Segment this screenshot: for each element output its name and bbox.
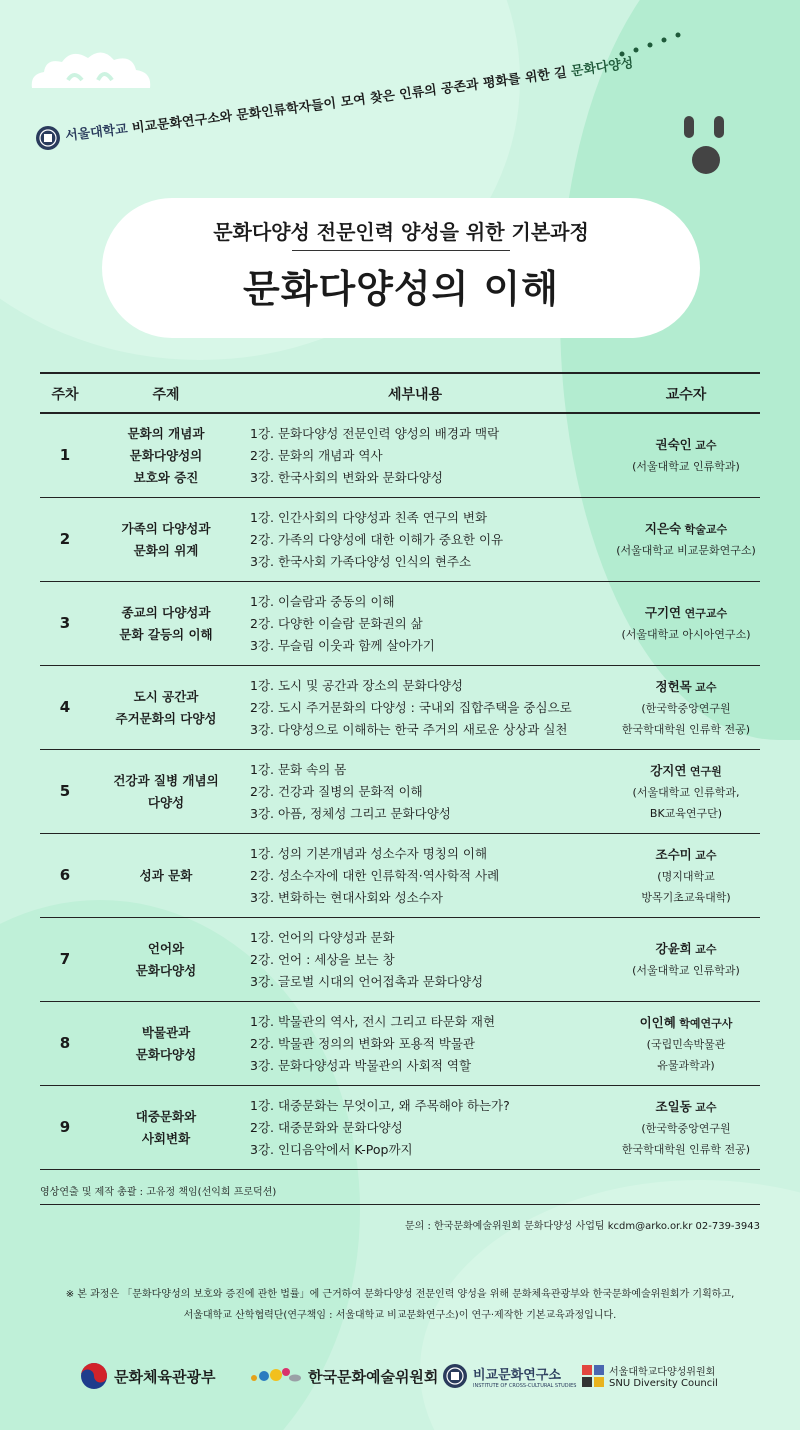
lecture-item: 2강. 도시 주거문화의 다양성 : 국내외 집합주택을 중심으로: [250, 700, 572, 715]
header-topic: 주제: [152, 387, 180, 403]
lecture-item: 2강. 건강과 질병의 문화적 이해: [250, 784, 423, 799]
lecture-list: [250, 1011, 620, 1077]
lecture-list: [250, 927, 620, 993]
table-row: [40, 750, 760, 834]
lecture-item: 2강. 박물관 정의의 변화와 포용적 박물관: [250, 1036, 475, 1051]
topic-line: 다양성: [147, 794, 185, 810]
topic-line: 문화의 개념과: [127, 425, 205, 441]
lecture-item: 1강. 인간사회의 다양성과 친족 연구의 변화: [250, 510, 488, 525]
title-card: [102, 198, 700, 338]
topic-line: 문화의 위계: [133, 542, 199, 558]
lecture-list: [250, 423, 620, 489]
instructor-affiliation: 한국학대학원 인류학 전공): [621, 722, 751, 736]
topic-line: 사회변화: [141, 1130, 191, 1146]
note-line: 서울대학교 산학협력단(연구책임 : 서울대학교 비교문화연구소)이 연구·제작한 기본교육과정입니다.: [183, 1310, 617, 1321]
instructor-affiliation: (국립민속박물관: [646, 1037, 726, 1051]
week-number: 2: [59, 530, 71, 548]
instructor-name: 정헌목: [655, 678, 692, 694]
icc-subname: INSTITUTE OF CROSS-CULTURAL STUDIES: [473, 1382, 577, 1389]
instructor-name: 지은숙: [644, 521, 682, 536]
topic: [90, 666, 242, 749]
snu-dc-en-name: SNU Diversity Council: [609, 1378, 718, 1389]
arko-name: 한국문화예술위원회: [308, 1367, 439, 1386]
lecture-item: 3강. 한국사회 가족다양성 인식의 현주소: [250, 554, 472, 569]
instructor-affiliation: (한국학중앙연구원: [641, 701, 731, 715]
lecture-list: [250, 759, 620, 825]
topic-line: 문화 갈등의 이해: [119, 626, 213, 642]
instructor-name: 강지연: [650, 762, 687, 778]
instructor-heading: [610, 1012, 762, 1034]
topic-line: 문화다양성: [135, 1046, 197, 1062]
instructor-title: 교수: [695, 943, 717, 956]
lecture-item: 3강. 문화다양성과 박물관의 사회적 역할: [250, 1058, 472, 1073]
instructor-heading: [610, 434, 762, 456]
instructor-affiliation: (서울대학교 아시아연구소): [621, 628, 751, 641]
page-title: 문화다양성의 이해: [243, 267, 559, 311]
instructor: [610, 1086, 762, 1169]
instructor-title: 교수: [695, 848, 717, 862]
topic-line: 언어와: [147, 940, 185, 956]
instructor-name: 구기연: [644, 605, 682, 620]
instructor-name: 이인혜: [639, 1014, 676, 1030]
instructor-name: 권숙인: [655, 437, 692, 452]
lecture-item: 3강. 글로벌 시대의 언어접촉과 문화다양성: [250, 974, 484, 989]
topic-line: 가족의 다양성과: [121, 520, 211, 536]
instructor-title: 연구원: [689, 764, 722, 778]
logo-bar: [80, 1356, 740, 1396]
face-icon: [684, 116, 728, 176]
instructor: [610, 750, 762, 833]
svg-text:서울대학교 비교문화연구: [65, 55, 635, 144]
topic: [90, 1086, 242, 1169]
contact-info: 문의 : 한국문화예술위원회 문화다양성 사업팀 kcdm@arko.or.kr 02-739-3943: [404, 1221, 760, 1232]
table-row: [40, 414, 760, 498]
instructor: [610, 498, 762, 581]
curriculum-table: [40, 372, 760, 1170]
snu-emblem-icon: [36, 126, 60, 150]
instructor-name: 조수미: [655, 846, 692, 862]
arko-logo: [248, 1356, 438, 1396]
table-row: [40, 834, 760, 918]
instructor-name: 강윤희: [655, 941, 692, 956]
instructor-name: 조일동: [655, 1098, 692, 1114]
header-instructor: 교수자: [665, 387, 707, 403]
lecture-list: [250, 591, 620, 657]
credits: 영상연출 및 제작 총괄 : 고유정 책임(선익희 프로덕션): [40, 1187, 277, 1198]
lecture-item: 1강. 도시 및 공간과 장소의 문화다양성: [250, 678, 463, 693]
instructor-title: 교수: [695, 439, 717, 452]
topic-line: 박물관과: [141, 1024, 191, 1040]
header-week: 주차: [51, 387, 79, 403]
instructor-title: 학예연구사: [679, 1016, 733, 1030]
taeguk-icon: [80, 1362, 108, 1390]
instructor-heading: [610, 518, 762, 540]
instructor-affiliation: (한국학중앙연구원: [641, 1121, 731, 1135]
note-line: ※ 본 과정은 「문화다양성의 보호와 증진에 관한 법률」에 근거하여 문화다양성 전문인력 양성을 위해 문화체육관광부와 한국문화예술위원회가 기획하고,: [65, 1289, 735, 1300]
table-header: [40, 372, 760, 414]
topic-line: 대중문화와: [135, 1108, 197, 1124]
week-number: 5: [59, 782, 71, 800]
instructor-heading: [610, 602, 762, 624]
lecture-item: 3강. 무슬림 이웃과 함께 살아가기: [250, 638, 435, 653]
week-number: 6: [59, 866, 71, 884]
instructor-affiliation: 한국학대학원 인류학 전공): [621, 1142, 751, 1156]
lecture-list: [250, 1095, 620, 1161]
topic: [90, 750, 242, 833]
table-row: [40, 498, 760, 582]
tagline-emphasis: 문화다양성: [570, 55, 635, 80]
mcst-logo: [80, 1356, 215, 1396]
instructor-affiliation: BK교육연구단): [649, 806, 723, 820]
topic-line: 종교의 다양성과: [121, 604, 211, 620]
topic-line: 도시 공간과: [133, 688, 199, 704]
week-number: 7: [59, 950, 71, 968]
lecture-item: 3강. 아픔, 정체성 그리고 문화다양성: [250, 806, 451, 821]
diversity-mosaic-icon: [582, 1365, 604, 1387]
lecture-item: 1강. 성의 기본개념과 성소수자 명칭의 이해: [250, 846, 488, 861]
instructor-title: 교수: [695, 1100, 717, 1114]
instructor-heading: [610, 676, 762, 698]
table-row: [40, 1086, 760, 1170]
instructor: [610, 918, 762, 1001]
topic-line: 성과 문화: [139, 867, 193, 883]
lecture-item: 2강. 문화의 개념과 역사: [250, 448, 383, 463]
mcst-name: 문화체육관광부: [114, 1367, 216, 1386]
instructor-affiliation: (명지대학교: [657, 869, 715, 883]
week-number: 1: [59, 446, 71, 464]
tagline-prefix: 서울대학교: [64, 121, 129, 144]
week-number: 4: [59, 698, 71, 716]
instructor: [610, 1002, 762, 1085]
week-number: 9: [59, 1118, 71, 1136]
lecture-item: 3강. 한국사회의 변화와 문화다양성: [250, 470, 443, 485]
topic-line: 건강과 질병 개념의: [113, 772, 219, 788]
lecture-item: 3강. 변화하는 현대사회와 성소수자: [250, 890, 443, 905]
icc-logo: [442, 1356, 576, 1396]
instructor-title: 연구교수: [684, 607, 728, 620]
topic: [90, 918, 242, 1001]
header-detail: 세부내용: [387, 387, 443, 403]
lecture-item: 2강. 언어 : 세상을 보는 창: [250, 952, 395, 967]
topic: [90, 1002, 242, 1085]
table-row: [40, 918, 760, 1002]
snu-dc-name: 서울대학교다양성위원회: [609, 1367, 716, 1378]
topic-line: 문화다양성: [135, 962, 197, 978]
icc-name: 비교문화연구소: [473, 1367, 561, 1383]
tagline-text: 비교문화연구소와 문화인류학자들이 모여 찾은 인류의 공존과 평화를 위한 길: [131, 65, 568, 137]
topic: [90, 834, 242, 917]
table-row: [40, 666, 760, 750]
instructor: [610, 834, 762, 917]
instructor-affiliation: 유물과학과): [657, 1058, 715, 1072]
lecture-item: 3강. 인디음악에서 K-Pop까지: [250, 1142, 413, 1157]
lecture-item: 1강. 문화 속의 몸: [250, 762, 347, 777]
instructor-heading: [610, 938, 762, 960]
lecture-list: [250, 843, 620, 909]
divider: [40, 1204, 760, 1205]
arko-dots-icon: [248, 1366, 302, 1386]
snu-emblem-icon: [442, 1363, 468, 1389]
topic-line: 보호와 증진: [133, 469, 199, 485]
week-number: 3: [59, 614, 71, 632]
instructor: [610, 666, 762, 749]
instructor-heading: [610, 760, 762, 782]
lecture-list: [250, 675, 620, 741]
lecture-item: 1강. 언어의 다양성과 문화: [250, 930, 395, 945]
divider: [292, 250, 510, 251]
instructor-heading: [610, 1096, 762, 1118]
course-note: [40, 1284, 760, 1326]
instructor-affiliation: 방목기초교육대학): [641, 890, 731, 904]
lecture-item: 2강. 가족의 다양성에 대한 이해가 중요한 이유: [250, 532, 504, 547]
instructor: [610, 414, 762, 497]
tagline: [32, 40, 752, 160]
instructor-affiliation: (서울대학교 인류학과,: [632, 785, 740, 799]
instructor-affiliation: (서울대학교 인류학과): [632, 964, 740, 977]
lecture-item: 2강. 다양한 이슬람 문화권의 삶: [250, 616, 423, 631]
topic: [90, 414, 242, 497]
instructor-affiliation: (서울대학교 비교문화연구소): [616, 544, 756, 557]
lecture-item: 3강. 다양성으로 이해하는 한국 주거의 새로운 상상과 실천: [250, 722, 568, 737]
topic-line: 주거문화의 다양성: [115, 710, 217, 726]
instructor-title: 교수: [695, 680, 717, 694]
topic: [90, 498, 242, 581]
lecture-item: 1강. 대중문화는 무엇이고, 왜 주목해야 하는가?: [250, 1098, 510, 1113]
lecture-item: 1강. 문화다양성 전문인력 양성의 배경과 맥락: [250, 426, 500, 441]
lecture-item: 1강. 박물관의 역사, 전시 그리고 타문화 재현: [250, 1014, 496, 1029]
lecture-item: 2강. 성소수자에 대한 인류학적·역사학적 사례: [250, 868, 500, 883]
week-number: 8: [59, 1034, 71, 1052]
snu-dc-logo: [582, 1356, 718, 1396]
lecture-item: 2강. 대중문화와 문화다양성: [250, 1120, 403, 1135]
instructor-heading: [610, 844, 762, 866]
instructor-title: 학술교수: [684, 523, 728, 536]
page-subtitle: 문화다양성 전문인력 양성을 위한 기본과정: [213, 220, 589, 244]
instructor: [610, 582, 762, 665]
table-row: [40, 582, 760, 666]
instructor-affiliation: (서울대학교 인류학과): [632, 460, 740, 473]
topic: [90, 582, 242, 665]
topic-line: 문화다양성의: [129, 447, 203, 463]
table-row: [40, 1002, 760, 1086]
table-body: [40, 414, 760, 1170]
lecture-list: [250, 507, 620, 573]
lecture-item: 1강. 이슬람과 중동의 이해: [250, 594, 395, 609]
